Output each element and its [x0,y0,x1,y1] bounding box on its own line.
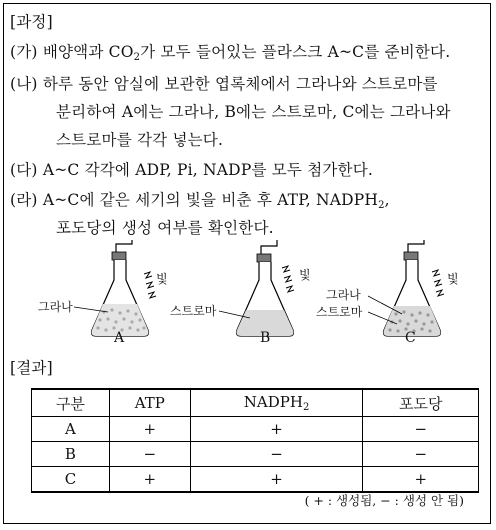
experiment-box [3,3,491,524]
flask-a-label: A [114,330,125,346]
col-header-nadph: $NADPH_2$ [190,389,363,417]
cell: A [32,417,110,442]
step-na [10,72,438,94]
flask-b [219,240,294,336]
cell: − [190,442,363,467]
grana-label-a: 그라나 [38,300,73,314]
cell: − [363,442,479,467]
process-header: [과정] [10,13,53,31]
light-label-c: 빛 [447,272,459,286]
flask-c [368,240,444,336]
flask-a [74,240,156,336]
step-na-line2: 분리하여 A에는 그라나, B에는 스트로마, C에는 그라나와 [56,103,451,121]
step-ga-marker: (가) [10,43,38,61]
col-header-category: 구분 [32,389,110,417]
step-da [10,158,373,180]
step-ga-text: 배양액과 $CO_2$가 모두 들어있는 플라스크 A~C를 준비한다. [42,43,451,63]
cell: B [32,442,110,467]
cell: + [363,467,479,493]
flask-figure [4,240,490,350]
table-row [32,467,479,493]
col-header-atp: ATP [109,389,190,417]
step-na-marker: (나) [10,75,38,93]
light-label-a: 빛 [156,272,168,286]
table-header-row [32,389,479,417]
table-row [32,417,479,442]
light-label-b: 빛 [299,268,311,282]
cell: + [109,417,190,442]
stroma-label-b: 스트로마 [170,304,217,318]
step-ra [10,188,390,211]
step-da-text: A~C 각각에 ADP, Pi, NADP를 모두 첨가한다. [42,161,374,179]
step-na-line1: 하루 동안 암실에 보관한 엽록체에서 그라나와 스트로마를 [42,75,438,93]
cell: + [109,467,190,493]
legend: ( + : 생성됨, − : 생성 안 됨) [304,493,464,508]
col-header-glucose: 포도당 [363,389,479,417]
step-ra-marker: (라) [10,191,38,209]
step-na-line3: 스트로마를 각각 넣는다. [56,131,224,149]
step-da-marker: (다) [10,161,38,179]
results-header: [결과] [10,359,53,377]
flask-c-label: C [405,330,416,346]
cell: − [109,442,190,467]
stroma-label-c: 스트로마 [316,305,363,319]
results-table [31,388,479,493]
cell: + [190,417,363,442]
cell: C [32,467,110,493]
flask-b-label: B [260,330,271,346]
step-ga [10,40,450,63]
table-row [32,442,479,467]
cell: − [363,417,479,442]
step-ra-line1: A~C에 같은 세기의 빛을 비춘 후 ATP, $NADPH_2$, [42,191,390,211]
step-ra-line2: 포도당의 생성 여부를 확인한다. [56,219,274,237]
cell: + [190,467,363,493]
grana-label-c: 그라나 [326,288,361,302]
